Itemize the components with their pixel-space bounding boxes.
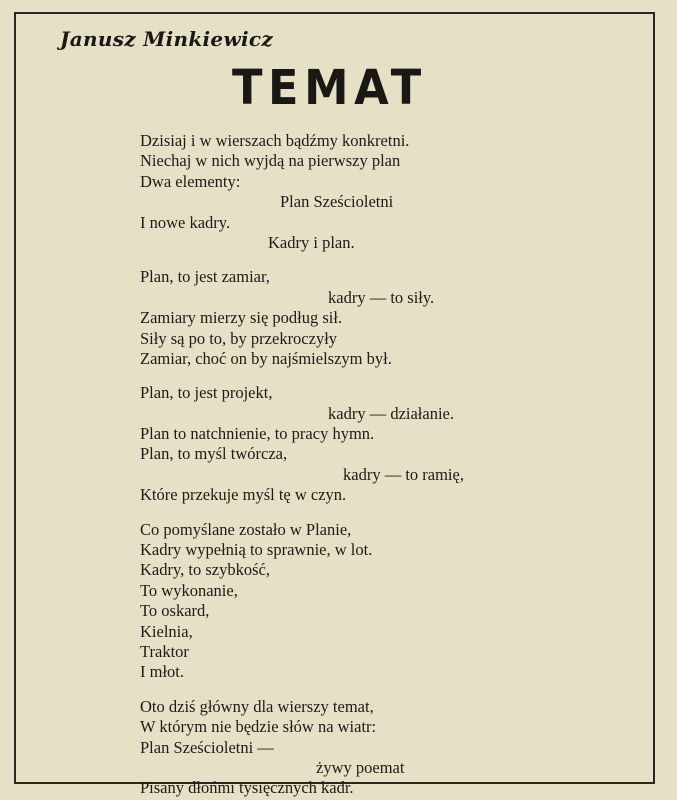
poem-line: Pisany dłońmi tysięcznych kadr. — [140, 778, 354, 798]
stanza-gap — [140, 506, 464, 520]
poem-line: W którym nie będzie słów na wiatr: — [140, 717, 377, 737]
stanza-5 — [140, 697, 464, 799]
poem-line: Zamiary mierzy się podług sił. — [140, 308, 343, 328]
poem-line: Dzisiaj i w wierszach bądźmy konkretni. — [140, 131, 410, 150]
poem-line: Niechaj w nich wyjdą na pierwszy plan — [140, 151, 401, 171]
poem-line: żywy poemat — [316, 757, 405, 777]
stanza-gap — [140, 683, 464, 697]
stanza-3 — [140, 383, 464, 505]
poem-line: Oto dziś główny dla wierszy temat, — [140, 696, 374, 716]
poem-line: Plan to natchnienie, to pracy hymn. — [140, 424, 375, 444]
poem-body — [140, 131, 464, 799]
poem-line: I nowe kadry. — [140, 212, 231, 232]
poem-line: kadry — to siły. — [328, 287, 435, 307]
poem-line: To wykonanie, — [140, 580, 238, 600]
poem-line: Kadry, to szybkość, — [140, 560, 270, 580]
stanza-gap — [140, 253, 464, 267]
poem-line: Które przekuje myśl tę w czyn. — [140, 485, 347, 505]
poem-line: Siły są po to, by przekroczyły — [140, 328, 338, 348]
poem-line: Kadry i plan. — [268, 232, 355, 252]
poem-line: kadry — działanie. — [328, 403, 454, 423]
stanza-4 — [140, 520, 464, 683]
author-name: Janusz Minkiewicz — [60, 27, 273, 51]
poem-line: Plan Sześcioletni — [280, 192, 394, 212]
poem-line: Dwa elementy: — [140, 171, 241, 191]
poem-line: I młot. — [140, 662, 184, 682]
poem-line: Co pomyślane zostało w Planie, — [140, 519, 352, 539]
poem-line: Plan Sześcioletni — — [140, 737, 274, 757]
stanza-2 — [140, 267, 464, 369]
poem-line: Plan, to myśl twórcza, — [140, 444, 288, 464]
poem-line: Kadry wypełnią to sprawnie, w lot. — [140, 540, 373, 560]
poem-line: Kielnia, — [140, 621, 193, 641]
stanza-gap — [140, 369, 464, 383]
poem-line: Zamiar, choć on by najśmielszym był. — [140, 348, 392, 368]
poem-line: Plan, to jest zamiar, — [140, 267, 270, 287]
poem-line: Traktor — [140, 641, 189, 661]
poem-title: TEMAT — [232, 60, 427, 116]
stanza-1 — [140, 131, 464, 253]
poem-line: Plan, to jest projekt, — [140, 383, 273, 403]
poem-line: To oskard, — [140, 601, 210, 621]
poem-line: kadry — to ramię, — [343, 464, 464, 484]
